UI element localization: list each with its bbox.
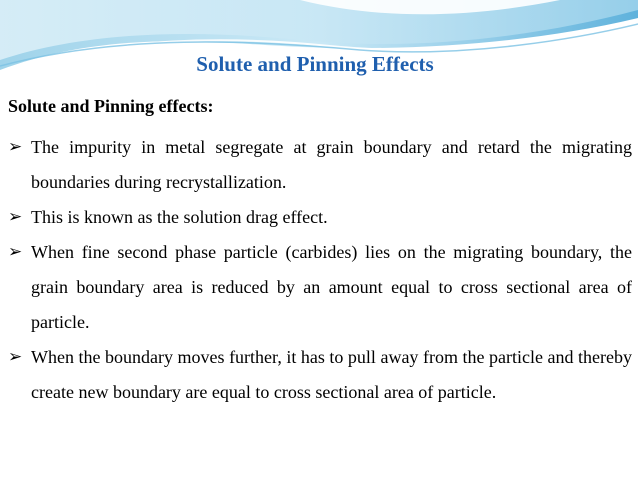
section-heading: Solute and Pinning effects: bbox=[8, 96, 214, 116]
arrowhead-bullet-icon: ➢ bbox=[8, 242, 23, 262]
bullet-text: The impurity in metal segregate at grain boundary and retard the migrating boundaries during recrystallization. bbox=[31, 137, 632, 192]
arrowhead-bullet-icon: ➢ bbox=[8, 137, 23, 157]
bullet-item bbox=[8, 130, 632, 200]
slide-title-text: Solute and Pinning Effects bbox=[196, 52, 434, 76]
bullet-item bbox=[8, 340, 632, 410]
bullet-text: When fine second phase particle (carbides) lies on the migrating boundary, the grain boundary area is reduced by an amount equal to cross sectional area of particle. bbox=[31, 242, 632, 332]
slide-title bbox=[0, 52, 638, 77]
bullet-text: This is known as the solution drag effect. bbox=[31, 207, 328, 227]
arrowhead-bullet-icon: ➢ bbox=[8, 207, 23, 227]
bullet-list bbox=[8, 130, 632, 410]
bullet-text: When the boundary moves further, it has to pull away from the particle and thereby create new boundary are equal to cross sectional area of particle. bbox=[31, 347, 632, 402]
bullet-item bbox=[8, 235, 632, 340]
arrowhead-bullet-icon: ➢ bbox=[8, 347, 23, 367]
bullet-item bbox=[8, 200, 632, 235]
